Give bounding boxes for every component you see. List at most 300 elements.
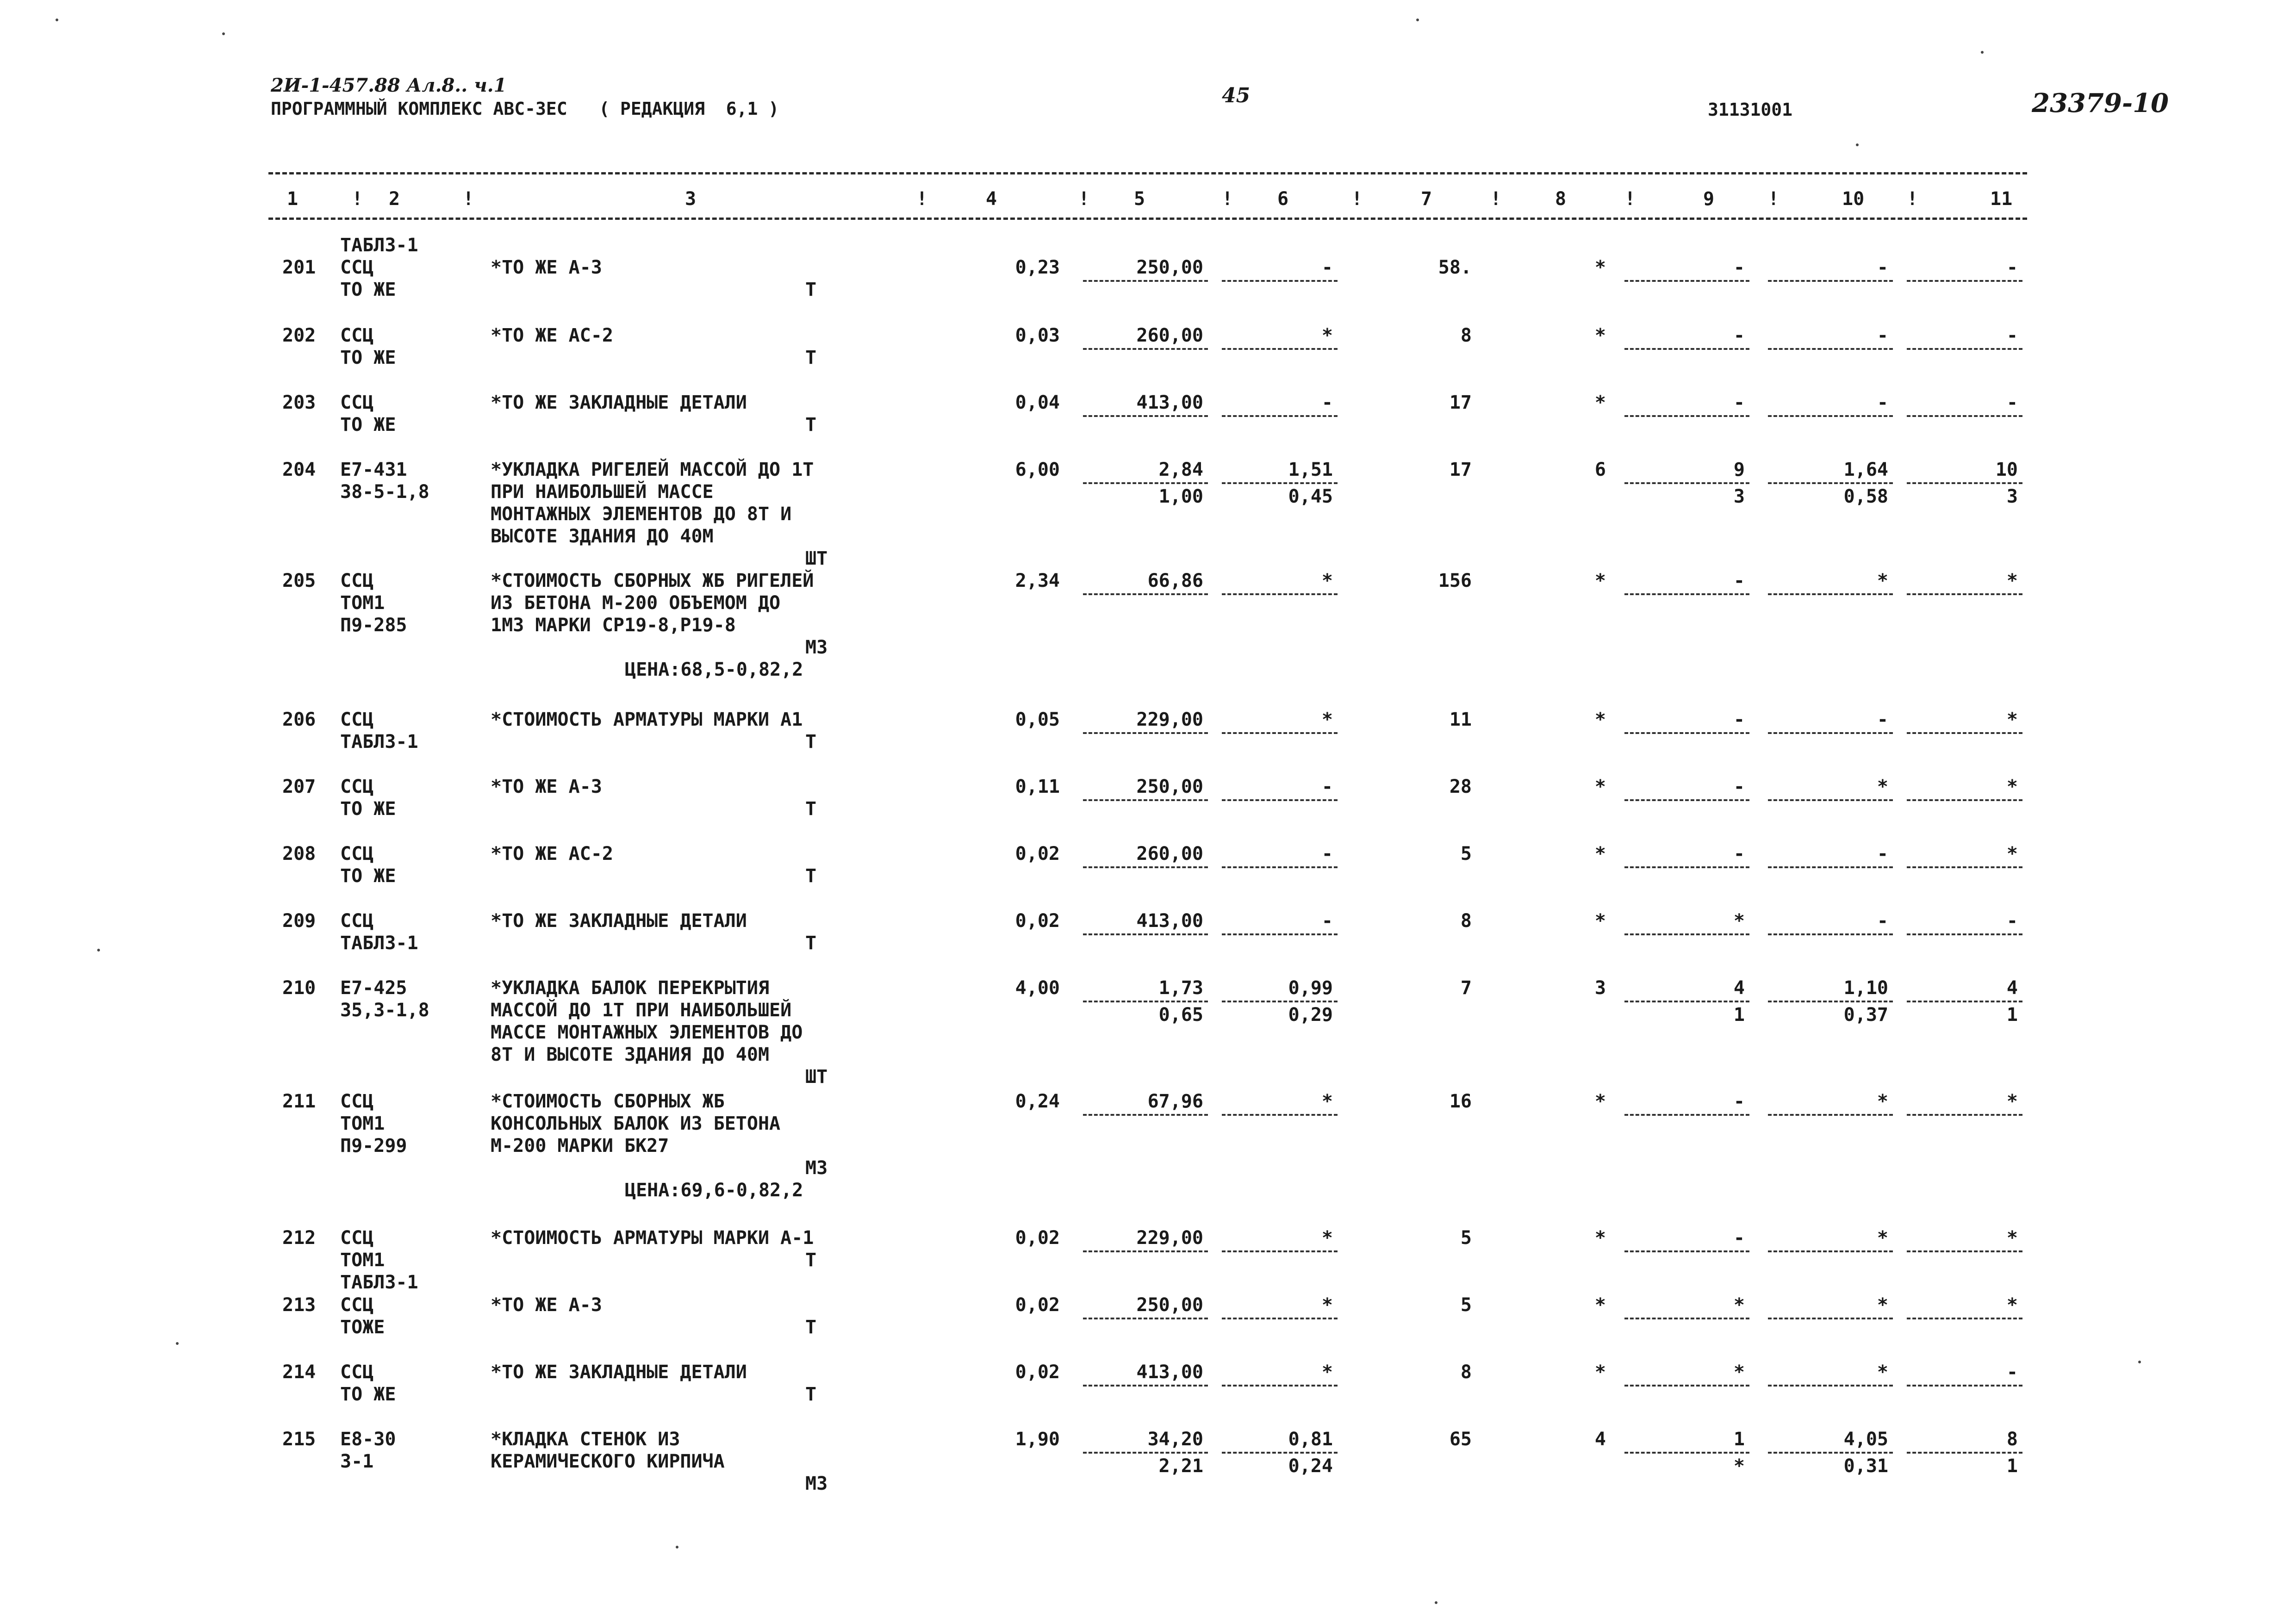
row-number: 205	[282, 570, 316, 591]
row-unit: Т	[805, 1250, 817, 1271]
cell-rule	[1083, 1114, 1208, 1116]
cell-col8: *	[1594, 257, 1606, 278]
row-description: *СТОИМОСТЬ АРМАТУРЫ МАРКИ А-1	[491, 1227, 814, 1249]
cell-total-cost: 7	[1460, 977, 1472, 999]
cell-total-cost: 5	[1460, 1227, 1472, 1249]
cell-rule	[1222, 482, 1338, 484]
cell-rule	[1083, 732, 1208, 734]
cell-wages: *	[1321, 325, 1333, 346]
cell-rule	[1907, 280, 2022, 282]
cell-col11: 10	[1995, 459, 2018, 480]
cell-rule	[1624, 1250, 1749, 1252]
row-unit: Т	[805, 865, 817, 887]
row-description: *СТОИМОСТЬ СБОРНЫХ ЖБ РИГЕЛЕЙ	[491, 570, 814, 591]
row-description: МОНТАЖНЫХ ЭЛЕМЕНТОВ ДО 8Т И	[491, 504, 792, 525]
cell-col8: *	[1594, 1227, 1606, 1249]
row-code: ТОМ1	[340, 1250, 385, 1271]
cell-rule	[1907, 1318, 2022, 1319]
cell-rule	[1083, 348, 1208, 350]
row-number: 208	[282, 843, 316, 864]
cell-col10: -	[1877, 392, 1888, 413]
column-header-10: 10	[1842, 188, 1865, 210]
row-description: *СТОИМОСТЬ АРМАТУРЫ МАРКИ А1	[491, 709, 803, 730]
cell-col9: -	[1733, 570, 1745, 591]
cell-unit-cost-sub: 0,65	[1158, 1004, 1203, 1026]
row-number: 207	[282, 776, 316, 797]
cell-wages: -	[1321, 392, 1333, 413]
cell-rule	[1907, 348, 2022, 350]
cell-rule	[1768, 415, 1893, 417]
row-description: *КЛАДКА СТЕНОК ИЗ	[491, 1429, 680, 1450]
cell-rule	[1624, 1452, 1749, 1454]
cell-total-cost: 17	[1449, 392, 1472, 413]
cell-wages: *	[1321, 1362, 1333, 1383]
cell-col8: 3	[1594, 977, 1606, 999]
cell-rule	[1222, 1001, 1338, 1002]
cell-rule	[1083, 799, 1208, 801]
cell-wages: -	[1321, 257, 1333, 278]
row-description: *СТОИМОСТЬ СБОРНЫХ ЖБ	[491, 1091, 725, 1112]
cell-quantity: 0,03	[1015, 325, 1060, 346]
cell-rule	[1624, 1001, 1749, 1002]
cell-quantity: 0,04	[1015, 392, 1060, 413]
cell-col9: -	[1733, 392, 1745, 413]
cell-rule	[1907, 933, 2022, 935]
column-separator: !	[1351, 188, 1363, 210]
row-unit: Т	[805, 798, 817, 820]
row-price-note: ЦЕНА:68,5-0,82,2	[625, 659, 803, 680]
cell-col9: 4	[1733, 977, 1745, 999]
row-number: 213	[282, 1294, 316, 1316]
cell-rule	[1624, 1318, 1749, 1319]
cell-col8: 6	[1594, 459, 1606, 480]
cell-wages: *	[1321, 709, 1333, 730]
row-code: ТО ЖЕ	[340, 1384, 396, 1405]
cell-rule	[1907, 1250, 2022, 1252]
cell-col8: *	[1594, 1294, 1606, 1316]
column-separator: !	[1624, 188, 1636, 210]
cell-total-cost: 58.	[1438, 257, 1472, 278]
row-description: КЕРАМИЧЕСКОГО КИРПИЧА	[491, 1451, 725, 1472]
row-description: *ТО ЖЕ АС-2	[491, 325, 613, 346]
row-unit: Т	[805, 731, 817, 752]
column-header-9: 9	[1703, 188, 1715, 210]
cell-rule	[1083, 1452, 1208, 1454]
cell-rule	[1083, 593, 1208, 595]
scan-speck	[1981, 51, 1984, 54]
cell-rule	[1083, 482, 1208, 484]
cell-rule	[1222, 280, 1338, 282]
cell-col11: *	[2006, 776, 2018, 797]
cell-col11: -	[2006, 325, 2018, 346]
cell-rule	[1083, 933, 1208, 935]
cell-col11: 8	[2006, 1429, 2018, 1450]
cell-unit-cost-sub: 1,00	[1158, 486, 1203, 507]
column-header-8: 8	[1555, 188, 1567, 210]
cell-col10: *	[1877, 1091, 1888, 1112]
row-description: 8Т И ВЫСОТЕ ЗДАНИЯ ДО 40М	[491, 1044, 770, 1065]
cell-quantity: 0,02	[1015, 1362, 1060, 1383]
cell-quantity: 6,00	[1015, 459, 1060, 480]
column-separator: !	[1768, 188, 1780, 210]
cell-rule	[1624, 1385, 1749, 1387]
cell-col8: *	[1594, 1362, 1606, 1383]
document-code: 2И-1-457.88 Ал.8.. ч.1	[271, 75, 507, 96]
cell-col11-sub: 1	[2006, 1455, 2018, 1477]
cell-col8: *	[1594, 392, 1606, 413]
cell-quantity: 4,00	[1015, 977, 1060, 999]
cell-col10: 1,10	[1843, 977, 1888, 999]
column-header-1: 1	[287, 188, 299, 210]
row-description: МАССЕ МОНТАЖНЫХ ЭЛЕМЕНТОВ ДО	[491, 1022, 803, 1043]
cell-col11: -	[2006, 1362, 2018, 1383]
row-unit: Т	[805, 414, 817, 435]
cell-quantity: 0,02	[1015, 1227, 1060, 1249]
cell-rule	[1768, 1452, 1893, 1454]
cell-rule	[1768, 732, 1893, 734]
row-description: *ТО ЖЕ А-3	[491, 776, 602, 797]
column-header-6: 6	[1277, 188, 1289, 210]
scan-speck	[222, 32, 225, 35]
cell-rule	[1624, 280, 1749, 282]
cell-col10-sub: 0,58	[1843, 486, 1888, 507]
cell-rule	[1222, 593, 1338, 595]
cell-wages: 0,81	[1288, 1429, 1333, 1450]
cell-rule	[1907, 415, 2022, 417]
cell-quantity: 1,90	[1015, 1429, 1060, 1450]
cell-rule	[1907, 799, 2022, 801]
row-description: ИЗ БЕТОНА М-200 ОБЪЕМОМ ДО	[491, 592, 781, 614]
cell-rule	[1083, 1001, 1208, 1002]
cell-wages: -	[1321, 776, 1333, 797]
cell-col9: -	[1733, 776, 1745, 797]
row-code: ССЦ	[340, 1294, 374, 1316]
row-description: *ТО ЖЕ ЗАКЛАДНЫЕ ДЕТАЛИ	[491, 392, 747, 413]
cell-col10: *	[1877, 1362, 1888, 1383]
cell-col10: *	[1877, 1294, 1888, 1316]
cell-rule	[1768, 933, 1893, 935]
cell-rule	[1768, 1001, 1893, 1002]
row-code: ТО ЖЕ	[340, 865, 396, 887]
column-separator: !	[352, 188, 363, 210]
cell-unit-cost: 413,00	[1136, 910, 1203, 932]
row-code: ТАБЛ3-1	[340, 731, 418, 752]
cell-col9-sub: 3	[1733, 486, 1745, 507]
row-number: 210	[282, 977, 316, 999]
cell-col10-sub: 0,31	[1843, 1455, 1888, 1477]
row-code: ССЦ	[340, 709, 374, 730]
row-description: *УКЛАДКА БАЛОК ПЕРЕКРЫТИЯ	[491, 977, 770, 999]
row-code: ТО ЖЕ	[340, 279, 396, 300]
cell-rule	[1624, 799, 1749, 801]
row-description: КОНСОЛЬНЫХ БАЛОК ИЗ БЕТОНА	[491, 1113, 781, 1134]
table-top-rule	[268, 172, 2027, 174]
cell-col11: 4	[2006, 977, 2018, 999]
cell-total-cost: 28	[1449, 776, 1472, 797]
cell-col11: -	[2006, 910, 2018, 932]
cell-unit-cost: 260,00	[1136, 325, 1203, 346]
scan-speck	[2138, 1361, 2141, 1363]
row-code: 3-1	[340, 1451, 374, 1472]
row-code: П9-285	[340, 615, 407, 636]
cell-total-cost: 17	[1449, 459, 1472, 480]
row-unit: Т	[805, 1384, 817, 1405]
cell-rule	[1083, 1250, 1208, 1252]
cell-col11: *	[2006, 1227, 2018, 1249]
row-code: ССЦ	[340, 257, 374, 278]
cell-rule	[1768, 1385, 1893, 1387]
cell-col9: -	[1733, 709, 1745, 730]
cell-rule	[1624, 593, 1749, 595]
cell-col10: -	[1877, 910, 1888, 932]
cell-rule	[1768, 348, 1893, 350]
row-number: 203	[282, 392, 316, 413]
cell-rule	[1907, 593, 2022, 595]
row-code: ТО ЖЕ	[340, 798, 396, 820]
cell-col10: -	[1877, 257, 1888, 278]
cell-wages-sub: 0,24	[1288, 1455, 1333, 1477]
cell-unit-cost: 413,00	[1136, 1362, 1203, 1383]
row-description: ВЫСОТЕ ЗДАНИЯ ДО 40М	[491, 526, 714, 547]
cell-col9: 1	[1733, 1429, 1745, 1450]
cell-rule	[1222, 799, 1338, 801]
row-code: ТО ЖЕ	[340, 347, 396, 368]
row-code: ССЦ	[340, 325, 374, 346]
cell-unit-cost: 250,00	[1136, 257, 1203, 278]
row-unit: М3	[805, 1473, 828, 1494]
row-number: 211	[282, 1091, 316, 1112]
cell-quantity: 0,02	[1015, 910, 1060, 932]
row-code: ССЦ	[340, 910, 374, 932]
cell-rule	[1907, 1452, 2022, 1454]
column-separator: !	[1078, 188, 1090, 210]
cell-wages: *	[1321, 1091, 1333, 1112]
cell-col11-sub: 3	[2006, 486, 2018, 507]
cell-rule	[1768, 593, 1893, 595]
row-unit: ШТ	[805, 1066, 828, 1088]
scan-speck	[97, 949, 100, 951]
cell-col10-sub: 0,37	[1843, 1004, 1888, 1026]
cell-unit-cost: 66,86	[1147, 570, 1203, 591]
cell-rule	[1624, 732, 1749, 734]
cell-rule	[1083, 415, 1208, 417]
cell-rule	[1222, 348, 1338, 350]
column-header-2: 2	[389, 188, 400, 210]
column-separator: !	[1490, 188, 1502, 210]
row-code: 35,3-1,8	[340, 1000, 429, 1021]
program-title: ПРОГРАММНЫЙ КОМПЛЕКС АВС-3ЕС ( РЕДАКЦИЯ 6,1 )	[271, 99, 779, 119]
cell-rule	[1083, 1318, 1208, 1319]
row-description: 1М3 МАРКИ СР19-8,Р19-8	[491, 615, 736, 636]
cell-col9: -	[1733, 257, 1745, 278]
row-code: ССЦ	[340, 1227, 374, 1249]
cell-unit-cost: 260,00	[1136, 843, 1203, 864]
row-number: 204	[282, 459, 316, 480]
row-code: П9-299	[340, 1135, 407, 1157]
cell-unit-cost: 250,00	[1136, 1294, 1203, 1316]
archive-stamp: 23379-10	[2032, 88, 2169, 118]
cell-col11: -	[2006, 257, 2018, 278]
cell-col11: *	[2006, 1091, 2018, 1112]
column-header-5: 5	[1134, 188, 1145, 210]
cell-col9: 9	[1733, 459, 1745, 480]
cell-wages-sub: 0,29	[1288, 1004, 1333, 1026]
cell-rule	[1768, 799, 1893, 801]
row-description: М-200 МАРКИ БК27	[491, 1135, 669, 1157]
cell-rule	[1768, 1114, 1893, 1116]
cell-total-cost: 5	[1460, 1294, 1472, 1316]
row-number: 209	[282, 910, 316, 932]
cell-quantity: 0,11	[1015, 776, 1060, 797]
cell-unit-cost: 1,73	[1158, 977, 1203, 999]
cell-rule	[1222, 933, 1338, 935]
column-separator: !	[1222, 188, 1233, 210]
column-separator: !	[463, 188, 474, 210]
row-unit: ШТ	[805, 548, 828, 569]
cell-col10: 1,64	[1843, 459, 1888, 480]
cell-col10: *	[1877, 776, 1888, 797]
cell-rule	[1768, 866, 1893, 868]
cell-total-cost: 16	[1449, 1091, 1472, 1112]
cell-quantity: 0,24	[1015, 1091, 1060, 1112]
row-code: ТАБЛ3-1	[340, 933, 418, 954]
cell-wages-sub: 0,45	[1288, 486, 1333, 507]
cell-rule	[1222, 732, 1338, 734]
cell-total-cost: 8	[1460, 325, 1472, 346]
cell-rule	[1083, 1385, 1208, 1387]
cell-unit-cost-sub: 2,21	[1158, 1455, 1203, 1477]
cell-col11: *	[2006, 709, 2018, 730]
cell-unit-cost: 2,84	[1158, 459, 1203, 480]
row-number: 215	[282, 1429, 316, 1450]
cell-rule	[1907, 732, 2022, 734]
row-number: 206	[282, 709, 316, 730]
row-code: Е8-30	[340, 1429, 396, 1450]
row-code: ТАБЛ3-1	[340, 1272, 418, 1293]
cell-rule	[1222, 1250, 1338, 1252]
row-description: *ТО ЖЕ ЗАКЛАДНЫЕ ДЕТАЛИ	[491, 1362, 747, 1383]
row-code: ССЦ	[340, 1091, 374, 1112]
cell-quantity: 2,34	[1015, 570, 1060, 591]
cell-col11: *	[2006, 843, 2018, 864]
cell-rule	[1222, 1385, 1338, 1387]
row-code: Е7-431	[340, 459, 407, 480]
cell-unit-cost: 34,20	[1147, 1429, 1203, 1450]
row-number: 201	[282, 257, 316, 278]
row-description: *ТО ЖЕ А-3	[491, 1294, 602, 1316]
row-number: 212	[282, 1227, 316, 1249]
row-unit: Т	[805, 347, 817, 368]
document-number: 31131001	[1708, 99, 1793, 120]
cell-total-cost: 11	[1449, 709, 1472, 730]
cell-col8: *	[1594, 325, 1606, 346]
cell-rule	[1083, 280, 1208, 282]
row-code: ССЦ	[340, 776, 374, 797]
column-header-4: 4	[986, 188, 997, 210]
cell-rule	[1222, 1452, 1338, 1454]
row-description: *ТО ЖЕ АС-2	[491, 843, 613, 864]
row-number: 214	[282, 1362, 316, 1383]
row-description: ПРИ НАИБОЛЬШЕЙ МАССЕ	[491, 481, 714, 503]
cell-col10: 4,05	[1843, 1429, 1888, 1450]
row-unit: М3	[805, 637, 828, 658]
cell-col9: -	[1733, 1091, 1745, 1112]
column-header-11: 11	[1990, 188, 2013, 210]
cell-quantity: 0,23	[1015, 257, 1060, 278]
cell-rule	[1624, 866, 1749, 868]
cell-col10: -	[1877, 709, 1888, 730]
cell-rule	[1624, 348, 1749, 350]
cell-col8: *	[1594, 776, 1606, 797]
column-separator: !	[916, 188, 928, 210]
cell-col8: 4	[1594, 1429, 1606, 1450]
cell-col9: *	[1733, 910, 1745, 932]
row-description: *УКЛАДКА РИГЕЛЕЙ МАССОЙ ДО 1Т	[491, 459, 814, 480]
cell-rule	[1222, 1318, 1338, 1319]
cell-col8: *	[1594, 910, 1606, 932]
cell-unit-cost: 413,00	[1136, 392, 1203, 413]
row-code: ССЦ	[340, 1362, 374, 1383]
row-code: ТОЖЕ	[340, 1317, 385, 1338]
row-unit: М3	[805, 1157, 828, 1179]
column-header-3: 3	[685, 188, 697, 210]
cell-total-cost: 5	[1460, 843, 1472, 864]
cell-quantity: 0,05	[1015, 709, 1060, 730]
row-code: ССЦ	[340, 570, 374, 591]
cell-wages: *	[1321, 1227, 1333, 1249]
cell-col9-sub: *	[1733, 1455, 1745, 1477]
scan-speck	[56, 19, 58, 21]
scan-speck	[1856, 143, 1859, 146]
cell-rule	[1624, 1114, 1749, 1116]
row-description: *ТО ЖЕ А-3	[491, 257, 602, 278]
cell-wages: *	[1321, 1294, 1333, 1316]
cell-col9: -	[1733, 843, 1745, 864]
cell-rule	[1768, 482, 1893, 484]
scan-speck	[1416, 19, 1419, 21]
cell-total-cost: 156	[1438, 570, 1472, 591]
cell-rule	[1768, 1250, 1893, 1252]
row-description: МАССОЙ ДО 1Т ПРИ НАИБОЛЬШЕЙ	[491, 1000, 792, 1021]
page-number: 45	[1222, 84, 1251, 107]
cell-total-cost: 8	[1460, 1362, 1472, 1383]
cell-col9: -	[1733, 1227, 1745, 1249]
row-code: ССЦ	[340, 843, 374, 864]
cell-col10: -	[1877, 325, 1888, 346]
cell-rule	[1222, 1114, 1338, 1116]
cell-col9: *	[1733, 1362, 1745, 1383]
cell-wages: 0,99	[1288, 977, 1333, 999]
cell-rule	[1222, 866, 1338, 868]
row-lead-code: ТАБЛ3-1	[340, 235, 418, 256]
cell-rule	[1907, 1114, 2022, 1116]
cell-col10: -	[1877, 843, 1888, 864]
cell-col11: *	[2006, 570, 2018, 591]
cell-col9-sub: 1	[1733, 1004, 1745, 1026]
cell-wages: *	[1321, 570, 1333, 591]
cell-col9: -	[1733, 325, 1745, 346]
row-code: 38-5-1,8	[340, 481, 429, 503]
cell-col8: *	[1594, 709, 1606, 730]
scan-speck	[176, 1342, 179, 1345]
row-description: *ТО ЖЕ ЗАКЛАДНЫЕ ДЕТАЛИ	[491, 910, 747, 932]
row-code: ССЦ	[340, 392, 374, 413]
cell-total-cost: 8	[1460, 910, 1472, 932]
cell-total-cost: 65	[1449, 1429, 1472, 1450]
cell-wages: -	[1321, 910, 1333, 932]
cell-rule	[1624, 482, 1749, 484]
cell-rule	[1907, 1385, 2022, 1387]
